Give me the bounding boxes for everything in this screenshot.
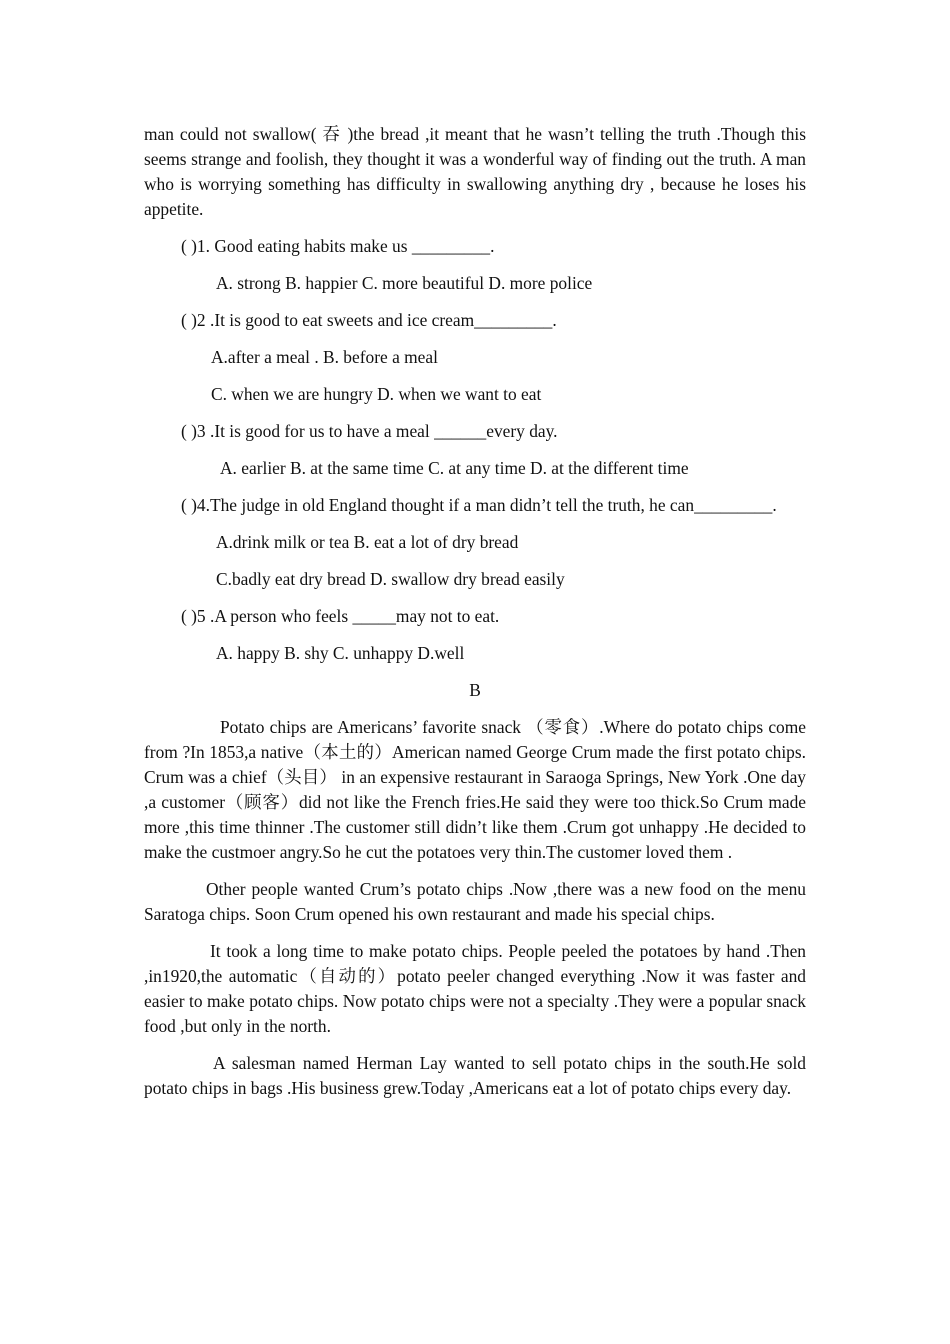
section-b-heading: B xyxy=(469,680,481,700)
question-3-options: A. earlier B. at the same time C. at any time D. at the different time xyxy=(220,458,689,478)
question-4-options-line2: C.badly eat dry bread D. swallow dry bread easily xyxy=(216,569,565,589)
question-4-options-line1: A.drink milk or tea B. eat a lot of dry bread xyxy=(216,532,519,552)
question-2-options-line1: A.after a meal . B. before a meal xyxy=(211,347,438,367)
document-page xyxy=(144,122,806,1101)
question-5-options: A. happy B. shy C. unhappy D.well xyxy=(216,643,465,663)
question-2-stem: ( )2 .It is good to eat sweets and ice cream_________. xyxy=(181,310,557,330)
question-1-stem: ( )1. Good eating habits make us _________. xyxy=(181,236,495,256)
question-2-options-line2: C. when we are hungry D. when we want to eat xyxy=(211,384,542,404)
question-5-stem: ( )5 .A person who feels _____may not to eat. xyxy=(181,606,500,626)
passage-b-paragraph-2: Other people wanted Crum’s potato chips .Now ,there was a new food on the menu Saratoga chips. Soon Crum opened his own restaurant and made his special chips. xyxy=(144,879,806,924)
passage-b-paragraph-4: A salesman named Herman Lay wanted to sell potato chips in the south.He sold potato chips in bags .His business grew.Today ,Americans eat a lot of potato chips every day. xyxy=(144,1053,806,1098)
passage-a-continuation: man could not swallow( 吞 )the bread ,it meant that he wasn’t telling the truth .Though this seems strange and foolish, they thought it was a wonderful way of finding out the truth. A man who is worrying something has difficulty in swallowing anything dry , because he loses his appetite. xyxy=(144,124,806,219)
passage-b-paragraph-1: Potato chips are Americans’ favorite snack （零食）.Where do potato chips come from ?In 1853,a native（本土的）American named George Crum made the first potato chips. Crum was a chief（头目） in an expensive restaurant in Saraoga Springs, New York .One day ,a customer（顾客）did not like the French fries.He said they were too thick.So Crum made more ,this time thinner .The customer still didn’t like them .Crum got unhappy .He decided to make the custmoer angry.So he cut the potatoes very thin.The customer loved them . xyxy=(144,717,806,862)
question-1-options: A. strong B. happier C. more beautiful D. more police xyxy=(216,273,593,293)
passage-b-paragraph-3: It took a long time to make potato chips. People peeled the potatoes by hand .Then ,in1920,the automatic（自动的）potato peeler changed everything .Now it was faster and easier to make potato chips. Now potato chips were not a specialty .They were a popular snack food ,but only in the north. xyxy=(144,941,806,1036)
question-3-stem: ( )3 .It is good for us to have a meal ______every day. xyxy=(181,421,558,441)
question-4-stem: ( )4.The judge in old England thought if a man didn’t tell the truth, he can_________. xyxy=(181,495,777,515)
